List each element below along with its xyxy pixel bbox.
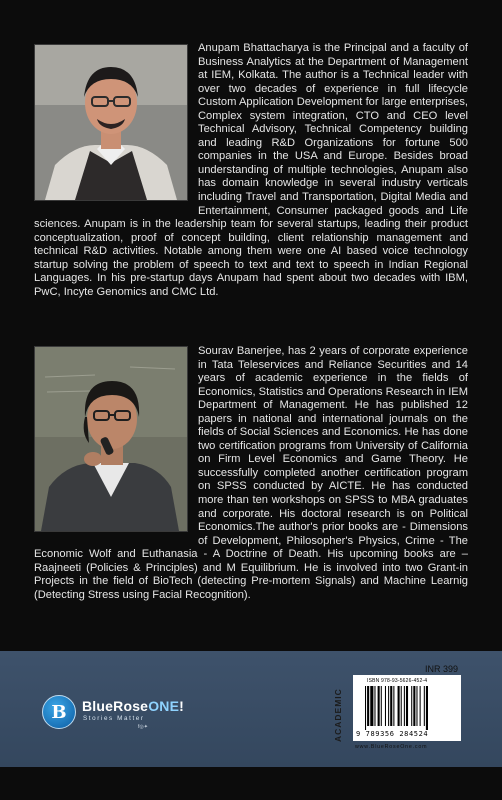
publisher-logo-icon	[42, 695, 76, 729]
isbn-label: ISBN 978-93-5626-452-4	[367, 678, 428, 684]
author-portrait-speaking-icon	[35, 347, 187, 531]
barcode-bar	[381, 686, 382, 726]
barcode-bar	[424, 686, 425, 726]
barcode-bar	[390, 686, 392, 726]
publisher-logo-letter: B	[51, 701, 67, 723]
author-bio-2-text: Sourav Banerjee, has 2 years of corporate experience in Tata Teleservices and Reliance Securities and 14 years of academic experience in the fields of Economics, Statistics and Operations Research in IEM Department of Management. He has published 12 papers in national and international journals on the fields of Social Sciences and Economics. He has done two certification programs from University of California on Firm Level Economics and Game Theory. He successfully completed another certification program on SPSS conducted by AICTE. He has conducted more than ten workshops on SPSS to MBA graduates and corporate. His doctoral research is on Political Economics.The author's prior books are - Dimensions of Development, Philosopher's Physics, Crime - The Economic Wolf and Euthanasia - A Doctrine of Death. His upcoming books are – Raajneeti (Policies & Principles) and M Equilibrium. He is involved into two Grant-in Projects in the field of BioTech (detecting Pre-mortem Signals) and Machine Learnig (Detecting Stress using Facial Recognition).	[34, 345, 468, 601]
price-label: INR 399	[425, 664, 459, 674]
category-label: ACADEMIC	[333, 688, 343, 742]
publisher-website: www.BlueRoseOne.com	[355, 744, 428, 750]
publisher-name-main: BlueRose	[82, 698, 149, 714]
publisher-name-suffix: !	[179, 698, 185, 714]
barcode-bar	[374, 686, 375, 726]
barcode-bar	[406, 686, 408, 726]
barcode-bar	[420, 686, 421, 726]
barcode-bar	[404, 686, 405, 726]
author-bio-1	[0, 42, 502, 299]
barcode-bar	[393, 686, 394, 726]
publisher-name	[82, 698, 184, 714]
social-icons: f◎✦	[138, 724, 148, 730]
barcode-digits: 9 789356 284524	[356, 730, 429, 738]
publisher-tagline: Stories Matter	[83, 715, 145, 722]
barcode-bar	[385, 686, 386, 726]
barcode-bar	[388, 686, 389, 726]
barcode-bar	[426, 686, 428, 730]
barcode-bar	[401, 686, 402, 726]
barcode-bar	[413, 686, 415, 726]
barcode-bar	[398, 686, 400, 726]
barcode-bar	[416, 686, 417, 726]
barcode-bar	[370, 686, 373, 726]
author-photo-2	[34, 346, 188, 532]
author-bio-1-text: Anupam Bhattacharya is the Principal and a faculty of Business Analytics at the Department of Management at IEM, Kolkata. The author is a Technical leader with over two decades of experience in full lifecycle Custom Application Development for large enterprises, Complex system integration, CTO and CEO level Technical Advisory, Technical Competency building and leading R&D Organizations for fortune 500 companies in the USA and Europe. Besides broad understanding of multiple technologies, Anupam also has domain knowledge in several industry verticals including Travel and Transportation, Digital Media and Entertainment, Consumer packaged goods and Life sciences. Anupam is in the leadership team for several startups, leading their product conceptualization, proof of concept building, client relationship management and technical R&D activities. Notable among them were one AI based voice technology startup solving the problem of speech to text and text to speech in Indian Regional Languages. In his pre-startup days Anupam had spent about two decades with IBM, PwC, Incyte Genomics and CMC Ltd.	[34, 42, 468, 298]
barcode-bar	[365, 686, 366, 730]
barcode-bar	[378, 686, 380, 726]
publisher-name-accent: ONE	[148, 698, 180, 714]
barcode-bar	[411, 686, 412, 726]
author-photo-1	[34, 44, 188, 201]
barcode-icon	[365, 686, 451, 730]
barcode-bar	[367, 686, 369, 726]
author-portrait-icon	[35, 45, 187, 200]
author-bio-2	[0, 345, 502, 602]
isbn-barcode	[353, 675, 461, 741]
